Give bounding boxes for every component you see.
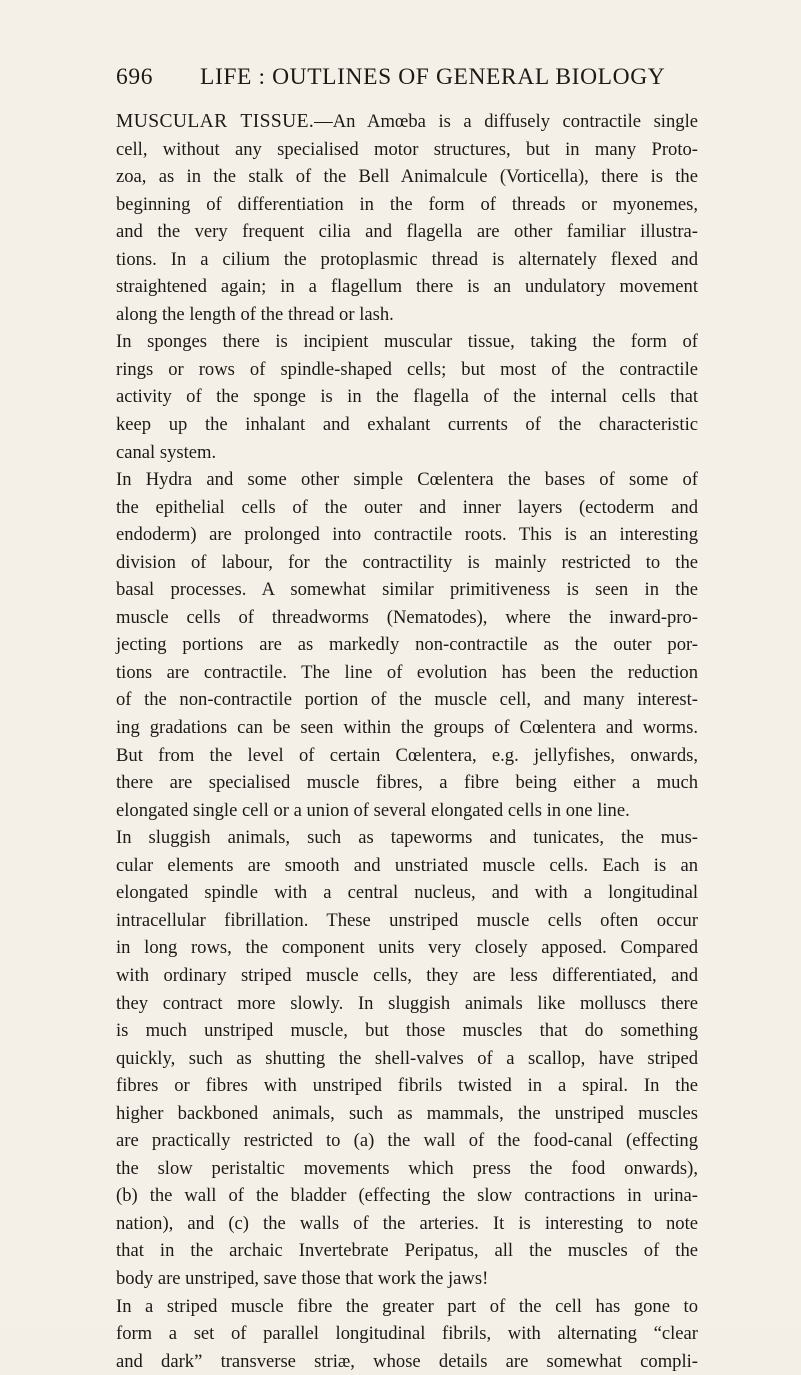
body-text xyxy=(116,108,698,1375)
text-line xyxy=(116,191,698,219)
text-line xyxy=(116,411,698,439)
line-text: with ordinary striped muscle cells, they are less differentiated, and xyxy=(116,964,698,986)
line-text: in long rows, the component units very closely apposed. Compared xyxy=(116,937,698,959)
line-text: activity of the sponge is in the flagella of the internal cells that xyxy=(116,386,698,408)
text-line xyxy=(116,962,698,990)
text-line xyxy=(116,852,698,880)
text-line xyxy=(116,990,698,1018)
line-text: jecting portions are as markedly non-contractile as the outer por- xyxy=(116,634,698,656)
line-text: keep up the inhalant and exhalant currents of the characteristic xyxy=(116,414,698,436)
text-line xyxy=(116,934,698,962)
text-line xyxy=(116,439,698,467)
line-text: are practically restricted to (a) the wall of the food-canal (effecting xyxy=(116,1130,698,1152)
line-text: that in the archaic Invertebrate Peripatus, all the muscles of the xyxy=(116,1240,698,1262)
text-line xyxy=(116,797,698,825)
text-line xyxy=(116,1237,698,1265)
text-line xyxy=(116,742,698,770)
page-number: 696 xyxy=(116,64,154,90)
text-line xyxy=(116,466,698,494)
section-heading: MUSCULAR TISSUE. xyxy=(116,111,315,132)
line-text: tions. In a cilium the protoplasmic thread is alternately flexed and xyxy=(116,248,698,270)
text-line xyxy=(116,631,698,659)
line-text: cell, without any specialised motor structures, but in many Proto- xyxy=(116,138,698,160)
text-line xyxy=(116,1045,698,1073)
text-line xyxy=(116,604,698,632)
text-line xyxy=(116,218,698,246)
text-line xyxy=(116,659,698,687)
line-text: along the length of the thread or lash. xyxy=(116,303,394,325)
text-line xyxy=(116,576,698,604)
line-text: fibres or fibres with unstriped fibrils twisted in a spiral. In the xyxy=(116,1075,698,1097)
line-text: elongated single cell or a union of several elongated cells in one line. xyxy=(116,799,630,821)
text-line xyxy=(116,328,698,356)
text-line xyxy=(116,383,698,411)
text-line xyxy=(116,273,698,301)
line-text: zoa, as in the stalk of the Bell Animalcule (Vorticella), there is the xyxy=(116,166,698,188)
text-line xyxy=(116,108,698,136)
text-line xyxy=(116,686,698,714)
text-line xyxy=(116,1100,698,1128)
line-text: they contract more slowly. In sluggish animals like molluscs there xyxy=(116,992,698,1014)
line-text: ing gradations can be seen within the groups of Cœlentera and worms. xyxy=(116,717,698,739)
line-text: of the non-contractile portion of the muscle cell, and many interest- xyxy=(116,689,698,711)
line-text: rings or rows of spindle-shaped cells; but most of the contractile xyxy=(116,358,698,380)
line-text: basal processes. A somewhat similar primitiveness is seen in the xyxy=(116,579,698,601)
line-text: cular elements are smooth and unstriated muscle cells. Each is an xyxy=(116,854,698,876)
line-text: and dark” transverse striæ, whose details are somewhat compli- xyxy=(116,1350,698,1372)
line-text: and the very frequent cilia and flagella are other familiar illustra- xyxy=(116,221,698,243)
line-text: beginning of differentiation in the form of threads or myonemes, xyxy=(116,193,698,215)
line-text: tions are contractile. The line of evolution has been the reduction xyxy=(116,661,698,683)
line-text: In sponges there is incipient muscular tissue, taking the form of xyxy=(116,331,698,353)
line-text: form a set of parallel longitudinal fibrils, with alternating “clear xyxy=(116,1323,698,1345)
text-line xyxy=(116,714,698,742)
line-text: the epithelial cells of the outer and inner layers (ectoderm and xyxy=(116,496,698,518)
line-text: the slow peristaltic movements which press the food onwards), xyxy=(116,1157,698,1179)
text-line xyxy=(116,879,698,907)
text-line xyxy=(116,1127,698,1155)
running-header xyxy=(116,64,696,100)
running-title: LIFE : OUTLINES OF GENERAL BIOLOGY xyxy=(200,64,666,90)
line-text: In sluggish animals, such as tapeworms and tunicates, the mus- xyxy=(116,827,698,849)
line-text: In a striped muscle fibre the greater part of the cell has gone to xyxy=(116,1295,698,1317)
line-text: In Hydra and some other simple Cœlentera the bases of some of xyxy=(116,469,698,491)
text-line xyxy=(116,1265,698,1293)
line-text: is much unstriped muscle, but those muscles that do something xyxy=(116,1020,698,1042)
text-line xyxy=(116,824,698,852)
text-line xyxy=(116,1182,698,1210)
line-text: quickly, such as shutting the shell-valves of a scallop, have striped xyxy=(116,1047,698,1069)
line-text: straightened again; in a flagellum there is an undulatory movement xyxy=(116,276,698,298)
text-line xyxy=(116,163,698,191)
line-text: elongated spindle with a central nucleus, and with a longitudinal xyxy=(116,882,698,904)
line-text: there are specialised muscle fibres, a fibre being either a much xyxy=(116,772,698,794)
text-line xyxy=(116,136,698,164)
text-line xyxy=(116,907,698,935)
line-text: higher backboned animals, such as mammals, the unstriped muscles xyxy=(116,1102,698,1124)
text-line xyxy=(116,1017,698,1045)
line-text: nation), and (c) the walls of the arteries. It is interesting to note xyxy=(116,1212,698,1234)
text-line xyxy=(116,1293,698,1321)
line-text: endoderm) are prolonged into contractile roots. This is an interesting xyxy=(116,524,698,546)
text-line xyxy=(116,356,698,384)
text-line xyxy=(116,494,698,522)
line-text: But from the level of certain Cœlentera, e.g. jellyfishes, onwards, xyxy=(116,744,698,766)
text-line xyxy=(116,769,698,797)
line-text: body are unstriped, save those that work the jaws! xyxy=(116,1267,489,1289)
line-text: division of labour, for the contractility is mainly restricted to the xyxy=(116,551,698,573)
text-line xyxy=(116,549,698,577)
line-text: —An Amœba is a diffusely contractile single xyxy=(314,111,698,132)
text-line xyxy=(116,1210,698,1238)
text-line xyxy=(116,521,698,549)
line-text: (b) the wall of the bladder (effecting the slow contractions in urina- xyxy=(116,1185,698,1207)
text-line xyxy=(116,1348,698,1375)
text-line xyxy=(116,1155,698,1183)
text-line xyxy=(116,1072,698,1100)
text-line xyxy=(116,1320,698,1348)
text-line xyxy=(116,246,698,274)
text-line xyxy=(116,301,698,329)
line-text: canal system. xyxy=(116,441,217,463)
line-text: intracellular fibrillation. These unstriped muscle cells often occur xyxy=(116,909,698,931)
line-text: muscle cells of threadworms (Nematodes), where the inward-pro- xyxy=(116,606,698,628)
